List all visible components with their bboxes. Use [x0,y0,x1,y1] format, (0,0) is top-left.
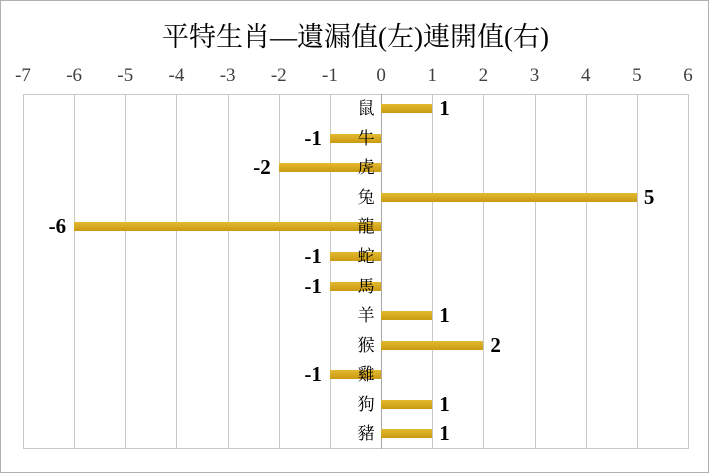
data-label: -6 [48,214,67,239]
x-tick-label: -1 [322,65,338,86]
data-label: -2 [253,155,271,180]
chart-title: 平特生肖—遺漏值(左)連開值(右) [162,22,549,52]
bar [381,341,483,350]
chart-row [23,360,688,390]
chart-row [23,242,688,272]
bar [381,193,637,202]
x-tick-label: -7 [15,65,31,86]
x-tick-label: 3 [529,65,540,86]
x-tick-label: -6 [66,65,83,86]
x-tick-label: -2 [270,65,287,86]
data-label: 1 [439,391,450,416]
data-label: -1 [304,273,322,298]
data-label: -1 [304,125,322,150]
category-label: 猴 [357,335,375,355]
data-label: 1 [439,303,450,328]
category-label: 雞 [357,365,375,385]
chart-row [23,301,688,331]
x-tick-label: 1 [427,65,437,86]
x-tick-label: -5 [117,65,134,86]
chart-row [23,331,688,361]
x-tick-label: 0 [376,65,386,86]
x-tick-label: -3 [219,65,236,86]
data-label: 1 [439,421,450,446]
chart-row [23,183,688,213]
category-label: 鼠 [357,99,375,118]
bar [381,429,432,438]
gridline-6 [688,94,689,449]
category-label: 牛 [357,128,375,148]
x-axis-tick-labels [15,65,693,89]
category-label: 狗 [357,394,375,414]
chart-row [23,153,688,183]
category-label: 蛇 [357,246,375,266]
bar [381,311,432,320]
chart-row [23,212,688,242]
x-tick-label: 4 [580,65,591,86]
x-tick-label: -4 [168,65,185,86]
chart-row [23,124,688,154]
category-label: 虎 [357,158,375,178]
chart-row [23,94,688,124]
x-tick-label: 5 [632,65,642,86]
category-label: 馬 [357,276,375,296]
data-label: -1 [304,362,322,387]
x-tick-label: 6 [683,65,693,86]
category-label: 龍 [357,217,375,237]
plot-area [23,94,688,449]
category-label: 羊 [357,306,375,326]
category-label: 兔 [357,187,375,207]
data-label: 1 [439,96,450,120]
chart-row [23,390,688,420]
data-label: -1 [304,243,322,268]
category-label: 豬 [357,424,375,444]
data-label: 2 [490,332,501,357]
bar [381,104,432,113]
data-label: 5 [643,184,655,209]
chart-row [23,419,688,449]
bar [381,400,432,409]
chart-row [23,272,688,302]
x-tick-label: 2 [478,65,489,86]
bar [74,222,381,231]
